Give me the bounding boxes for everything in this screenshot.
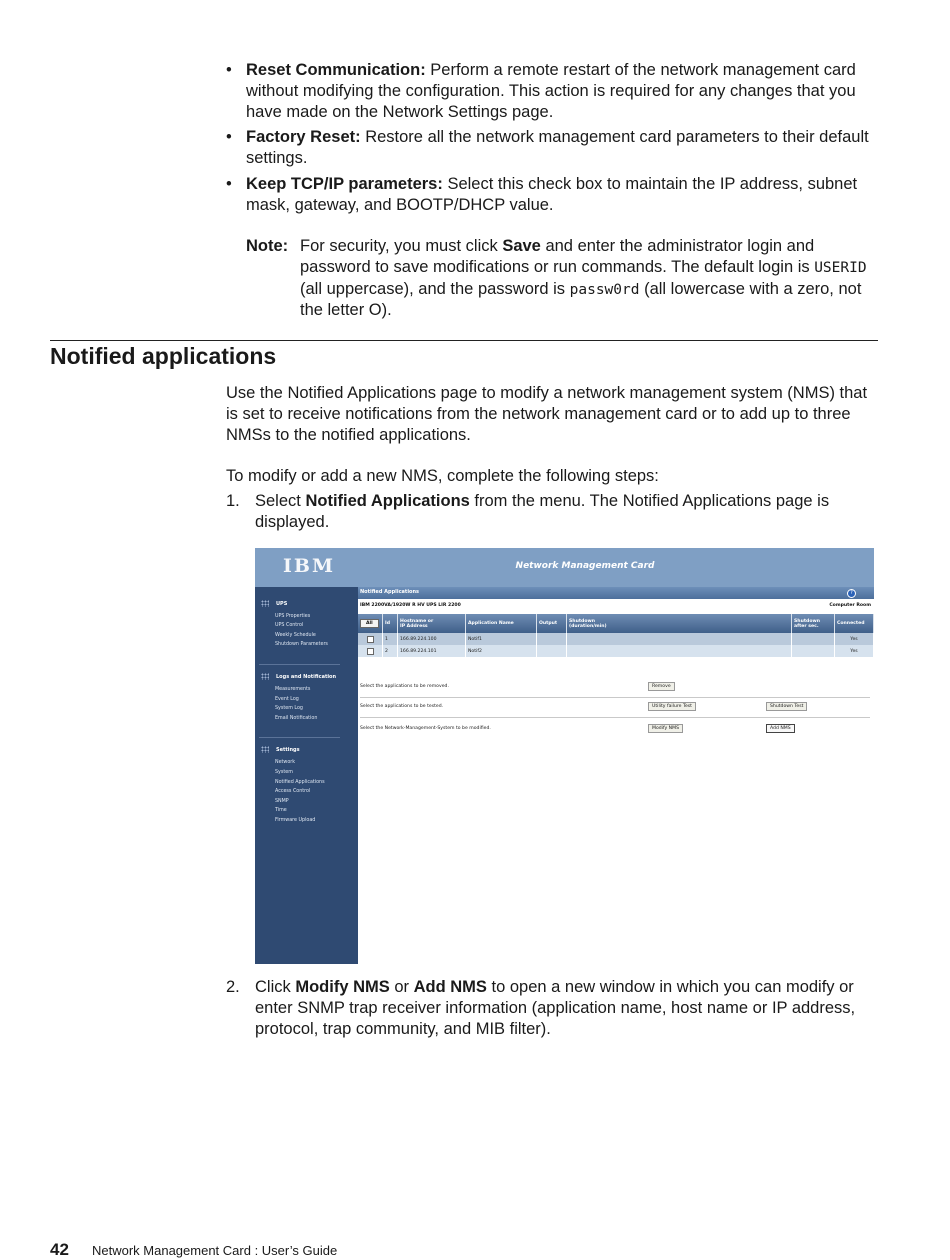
section-divider [50, 340, 878, 341]
sidebar-section-logs: Logs and Notification [261, 673, 336, 680]
steps-intro: To modify or add a new NMS, complete the following steps: [226, 467, 659, 485]
column-application-name: Application Name [466, 614, 537, 633]
select-all-button[interactable]: All [360, 619, 379, 628]
option-list [226, 60, 881, 221]
app-header [255, 548, 874, 587]
note-label: Note: [246, 237, 289, 255]
sidebar-item-time[interactable]: Time [275, 808, 287, 813]
ups-location: Computer Room [829, 603, 871, 608]
note-body: For security, you must click Save and enter the administrator login and password to save modifications or run commands. The default login is USERID (all uppercase), and the password is passw0rd (all lowercase with a zero, not the letter O). [300, 237, 867, 320]
sidebar-item-firmware-upload[interactable]: Firmware Upload [275, 818, 316, 823]
footer-title: Network Management Card : User’s Guide [92, 1243, 338, 1258]
sidebar-item-email-notification[interactable]: Email Notification [275, 716, 318, 721]
sidebar-item-ups-control[interactable]: UPS Control [275, 623, 304, 628]
sidebar [255, 587, 358, 964]
column-id: Id [383, 614, 398, 633]
notified-applications-screenshot [255, 548, 874, 964]
default-password: passw0rd [569, 281, 640, 298]
row-checkbox[interactable] [367, 636, 374, 643]
sidebar-section-ups: UPS [261, 600, 287, 607]
page-number: 42 [50, 1240, 69, 1259]
main-panel [358, 587, 874, 964]
test-instruction: Select the applications to be tested. [360, 704, 444, 709]
row-checkbox[interactable] [367, 648, 374, 655]
shutdown-test-button[interactable]: Shutdown Test [766, 702, 807, 711]
section-title: Notified applications [50, 343, 277, 369]
table-row: 2 166.89.224.101 Notif2 Yes [358, 645, 874, 657]
step-2: 2. Click Modify NMS or Add NMS to open a new window in which you can modify or enter SNMP trap receiver information (application name, host name or IP address, protocol, trap community, and MIB filter). [226, 978, 856, 1038]
sidebar-item-measurements[interactable]: Measurements [275, 687, 311, 692]
sidebar-item-network[interactable]: Network [275, 760, 296, 765]
sidebar-section-settings: Settings [261, 746, 300, 753]
ibm-logo: IBM [283, 555, 335, 577]
remove-button[interactable]: Remove [648, 682, 675, 691]
security-note [246, 236, 881, 321]
column-hostname: Hostname or IP Address [398, 614, 466, 633]
sidebar-item-weekly-schedule[interactable]: Weekly Schedule [275, 633, 316, 638]
add-nms-button[interactable]: Add NMS [766, 724, 795, 733]
ups-model: IBM 2200VA/1920W R HV UPS LIR 2200 [360, 603, 461, 608]
utility-failure-test-button[interactable]: Utility failure Test [648, 702, 696, 711]
list-item: • Reset Communication: Perform a remote restart of the network management card without modifying the configuration. This action is required for any changes that you have made on the Network Settings page. [226, 61, 856, 121]
sidebar-item-access-control[interactable]: Access Control [275, 789, 311, 794]
sidebar-item-notified-applications[interactable]: Notified Applications [275, 780, 325, 785]
page-titlebar [358, 587, 874, 599]
grip-icon [261, 673, 269, 680]
sidebar-item-system-log[interactable]: System Log [275, 706, 303, 711]
grip-icon [261, 600, 269, 607]
sidebar-item-shutdown-parameters[interactable]: Shutdown Parameters [275, 642, 328, 647]
modify-instruction: Select the Network-Management-System to be modified. [360, 726, 491, 731]
sidebar-item-event-log[interactable]: Event Log [275, 697, 299, 702]
default-login: USERID [814, 259, 867, 276]
table-row: 1 166.89.224.100 Notif1 Yes [358, 633, 874, 645]
column-connected: Connected [835, 614, 874, 633]
app-title: Network Management Card [515, 561, 655, 571]
list-item: • Factory Reset: Restore all the network management card parameters to their default settings. [226, 128, 869, 168]
sidebar-item-ups-properties[interactable]: UPS Properties [275, 614, 311, 619]
grip-icon [261, 746, 269, 753]
sidebar-item-snmp[interactable]: SNMP [275, 799, 289, 804]
step-1: 1. Select Notified Applications from the menu. The Notified Applications page is displayed. [226, 492, 830, 531]
column-shutdown-after: Shutdown after sec. [792, 614, 835, 633]
list-item: • Keep TCP/IP parameters: Select this check box to maintain the IP address, subnet mask, gateway, and BOOTP/DHCP value. [226, 174, 858, 214]
remove-instruction: Select the applications to be removed. [360, 684, 449, 689]
intro-paragraph: Use the Notified Applications page to modify a network management system (NMS) that is set to receive notifications from the network management card or to add up to three NMSs to the notified applications. [226, 384, 868, 444]
column-output: Output [537, 614, 567, 633]
help-icon[interactable]: ? [847, 589, 856, 598]
page-title: Notified Applications [360, 589, 420, 595]
column-shutdown-duration: Shutdown (duration/min) [567, 614, 792, 633]
modify-nms-button[interactable]: Modify NMS [648, 724, 683, 733]
sidebar-item-system[interactable]: System [275, 770, 293, 775]
notified-applications-table [358, 614, 874, 657]
